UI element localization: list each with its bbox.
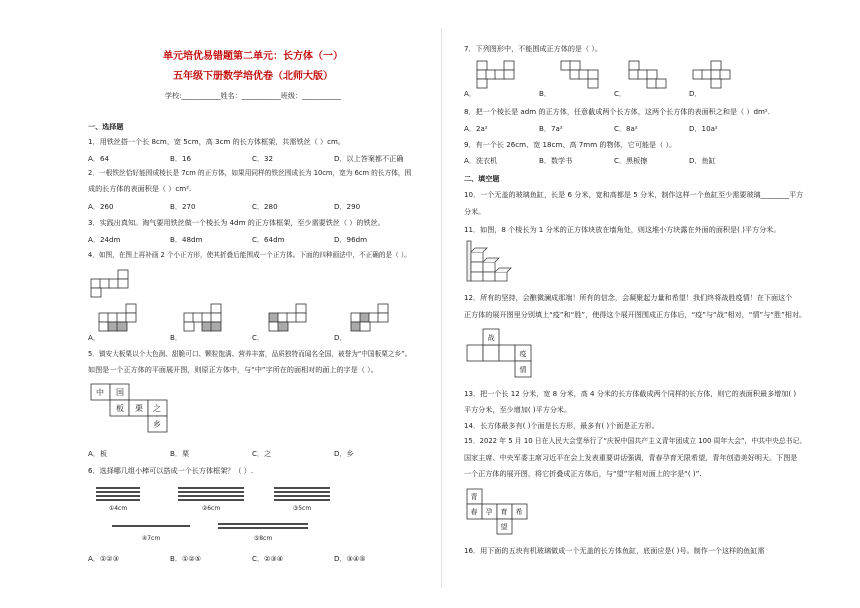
question-3: 3．实践出真知。淘气要用铁丝做一个棱长为 4dm 的正方体框架，至少需要铁丝（ ）的铁丝。 bbox=[88, 218, 385, 227]
q8-option-c: C．8a² bbox=[614, 124, 638, 133]
q7-option-a-figure bbox=[476, 60, 528, 90]
q15-net-cell-wang: 望 bbox=[500, 523, 508, 531]
left-column bbox=[88, 0, 418, 608]
q4-option-d: D． bbox=[334, 333, 347, 342]
q5-net-cell-xiang: 乡 bbox=[153, 420, 161, 429]
q5-option-a: A．板 bbox=[88, 449, 108, 458]
question-15-line1: 15．2022 年 5 月 10 日在人民大会堂举行了“庆祝中国共产主义青年团成立 100 周年大会”，中共中央总书记、 bbox=[464, 437, 807, 445]
question-6: 6．选择哪几组小棒可以搭成一个长方体框架？（ ）. bbox=[88, 466, 254, 475]
q9-option-a: A．洗衣机 bbox=[464, 156, 498, 165]
question-15-line3: 一个正方体的展开图，将它折叠成正方体后，与“望”字相对面上的字是“( )”. bbox=[464, 469, 702, 478]
question-2-line1: 2．一根铁丝恰好能围成棱长是 7cm 的正方体，如果用同样的铁丝围成长为 10cm，宽为 6cm 的长方体，围 bbox=[88, 169, 412, 177]
q9-option-d: D．鱼缸 bbox=[689, 156, 716, 165]
q5-net-cell-zhi: 之 bbox=[153, 404, 161, 413]
q5-option-b: B．栗 bbox=[170, 449, 190, 458]
q8-option-a: A．2a² bbox=[464, 124, 488, 133]
question-14: 14．长方体最多有( )个面是长方形，最多有( )个面是正方形。 bbox=[464, 421, 659, 430]
question-2-line2: 成的长方体的表面积是（ ）cm². bbox=[88, 184, 192, 193]
q6-stick-label-2: ②6cm bbox=[201, 505, 221, 512]
q7-option-c: C． bbox=[614, 89, 627, 98]
question-5-line1: 5．镇安大板栗以个大色润、甜脆可口、颗粒饱满、营养丰富，品质独特而闻名全国，被誉为“中国板栗之乡”。 bbox=[88, 350, 412, 358]
q4-option-a: A． bbox=[88, 333, 100, 342]
q4-option-c: C． bbox=[252, 333, 265, 342]
q15-net-cell-xi: 希 bbox=[515, 508, 523, 516]
q6-option-c: C．②③④ bbox=[252, 554, 284, 563]
q6-stick-label-4: ④7cm bbox=[141, 535, 161, 542]
student-info-line: 学校:___________姓名：___________班级：___________ bbox=[164, 91, 342, 100]
q4-option-a-figure bbox=[98, 303, 144, 335]
q1-option-d: D．以上答案都不正确 bbox=[334, 154, 404, 163]
q15-net-cell-yun: 孕 bbox=[485, 508, 493, 516]
q5-net-cell-zhong: 中 bbox=[96, 388, 104, 397]
q7-option-b: B． bbox=[539, 89, 551, 98]
q8-option-d: D．10a² bbox=[689, 124, 718, 133]
q6-stick-label-3: ③5cm bbox=[292, 505, 312, 512]
q12-cube-net-figure bbox=[466, 328, 556, 380]
q7-option-a: A． bbox=[464, 89, 476, 98]
q5-net-cell-guo: 国 bbox=[116, 388, 124, 397]
q4-option-b-figure bbox=[183, 303, 229, 335]
question-4: 4．如图，在图上再补画 2 个小正方形，使其折叠后能围成一个正方体。下面的四种画法中，不正确的是（ ）。 bbox=[88, 251, 411, 259]
q6-option-a: A．①②③ bbox=[88, 554, 120, 563]
question-5-line2: 如图是一个正方体的平面展开图，则原正方体中，与“中”字所在的面相对的面上的字是（ ）。 bbox=[88, 365, 378, 374]
question-9: 9．有一个长 26cm、宽 18cm、高 7mm 的物体，它可能是（ ）。 bbox=[464, 140, 677, 149]
q4-option-b: B． bbox=[170, 333, 182, 342]
q3-option-b: B．48dm bbox=[170, 235, 203, 244]
q5-option-c: C．之 bbox=[252, 449, 272, 458]
q4-base-net-figure bbox=[90, 269, 132, 299]
q7-option-c-figure bbox=[628, 60, 680, 90]
q7-option-d-figure bbox=[692, 60, 744, 90]
column-divider bbox=[441, 28, 442, 588]
q6-sticks-figure bbox=[90, 486, 410, 546]
right-column bbox=[464, 0, 814, 608]
q5-option-d: D．乡 bbox=[334, 449, 354, 458]
q2-option-d: D．290 bbox=[334, 202, 361, 211]
q5-net-cell-li: 栗 bbox=[135, 404, 143, 413]
q8-option-b: B．7a² bbox=[539, 124, 563, 133]
question-10-line1: 10．一个无盖的玻璃鱼缸，长是 6 分米，宽和高都是 5 分米，制作这样一个鱼缸至少需要玻璃________平方 bbox=[464, 190, 804, 199]
q5-cube-net-figure bbox=[90, 383, 170, 439]
q15-net-cell-yu: 育 bbox=[500, 508, 508, 516]
question-7: 7．下列图形中，不能围成正方体的是（ ）。 bbox=[464, 44, 602, 53]
q4-option-c-figure bbox=[268, 303, 314, 335]
q11-cube-stack-figure bbox=[466, 240, 512, 282]
question-10-line2: 分米。 bbox=[464, 207, 486, 216]
q12-net-cell-yi: 疫 bbox=[519, 350, 527, 358]
q6-option-b: B．①②⑤ bbox=[170, 554, 202, 563]
question-12-line1: 12．所有的坚持，会酿微澜成那端！所有的信念，会凝聚起力量和希望！我们终将战胜疫情！在下面这个 bbox=[464, 293, 793, 302]
q15-net-cell-chun: 春 bbox=[470, 508, 478, 516]
worksheet-title: 单元培优易错题第二单元：长方体（一） bbox=[163, 51, 343, 62]
q2-option-b: B．270 bbox=[170, 202, 196, 211]
q3-option-d: D．96dm bbox=[334, 235, 367, 244]
q6-stick-label-1: ①4cm bbox=[108, 505, 128, 512]
q6-stick-label-5: ⑤8cm bbox=[253, 535, 273, 542]
section-fill-heading: 二、填空题 bbox=[464, 174, 500, 183]
q1-option-b: B．16 bbox=[170, 154, 191, 163]
q9-option-b: B．数学书 bbox=[539, 156, 573, 165]
q1-option-c: C．32 bbox=[252, 154, 274, 163]
q12-net-cell-zhan: 战 bbox=[487, 334, 495, 342]
q15-cube-net-figure bbox=[466, 488, 546, 538]
question-11: 11．如图，8 个棱长为 1 分米的正方体块放在墙角处，则这堆小方块露在外面的面积是( )平方分米。 bbox=[464, 225, 781, 234]
q4-option-d-figure bbox=[350, 303, 396, 335]
question-1: 1．用铁丝搭一个长 8cm，宽 5cm，高 3cm 的长方体框架，共需铁丝（ ）cm。 bbox=[88, 137, 346, 146]
q12-net-cell-qing: 情 bbox=[519, 366, 527, 374]
q3-option-a: A．24dm bbox=[88, 235, 121, 244]
question-15-line2: 国家主席、中央军委主席习近平在会上发表重要讲话强调，青春孕育无限希望，青年创造美好明天。下图是 bbox=[464, 453, 798, 462]
q5-net-cell-ban: 板 bbox=[116, 404, 124, 413]
worksheet-subtitle: 五年级下册数学培优卷（北师大版） bbox=[173, 71, 333, 82]
question-12-line2: 正方体的展开图里分别填上“疫”和“胜”，使得这个展开图围成正方体后，“疫”与“战”相对，“情”与“胜”相对。 bbox=[464, 310, 807, 319]
question-13-line2: 平方分米，至少增加( )平方分米。 bbox=[464, 405, 572, 414]
q15-net-cell-qing: 青 bbox=[470, 493, 478, 501]
q2-option-c: C．280 bbox=[252, 202, 278, 211]
question-8: 8．把一个棱长是 adm 的正方体，任意截成两个长方体，这两个长方体的表面积之和是（ ）dm². bbox=[464, 107, 771, 116]
section-choice-heading: 一、选择题 bbox=[88, 122, 124, 131]
q3-option-c: C．64dm bbox=[252, 235, 285, 244]
q6-option-d: D．③④⑤ bbox=[334, 554, 366, 563]
q7-option-b-figure bbox=[560, 60, 612, 90]
q7-option-d: D． bbox=[689, 89, 702, 98]
question-13-line1: 13．把一个长 12 分米，宽 8 分米，高 4 分米的长方体截成两个同样的长方体，则它的表面积最多增加( ) bbox=[464, 389, 797, 398]
q1-option-a: A．64 bbox=[88, 154, 109, 163]
q2-option-a: A．260 bbox=[88, 202, 114, 211]
q9-option-c: C．黑板擦 bbox=[614, 156, 648, 165]
question-16: 16．用下面的五块有机玻璃做成一个无盖的长方体鱼缸，底面应是( )号。制作一个这样的鱼缸需 bbox=[464, 546, 765, 555]
